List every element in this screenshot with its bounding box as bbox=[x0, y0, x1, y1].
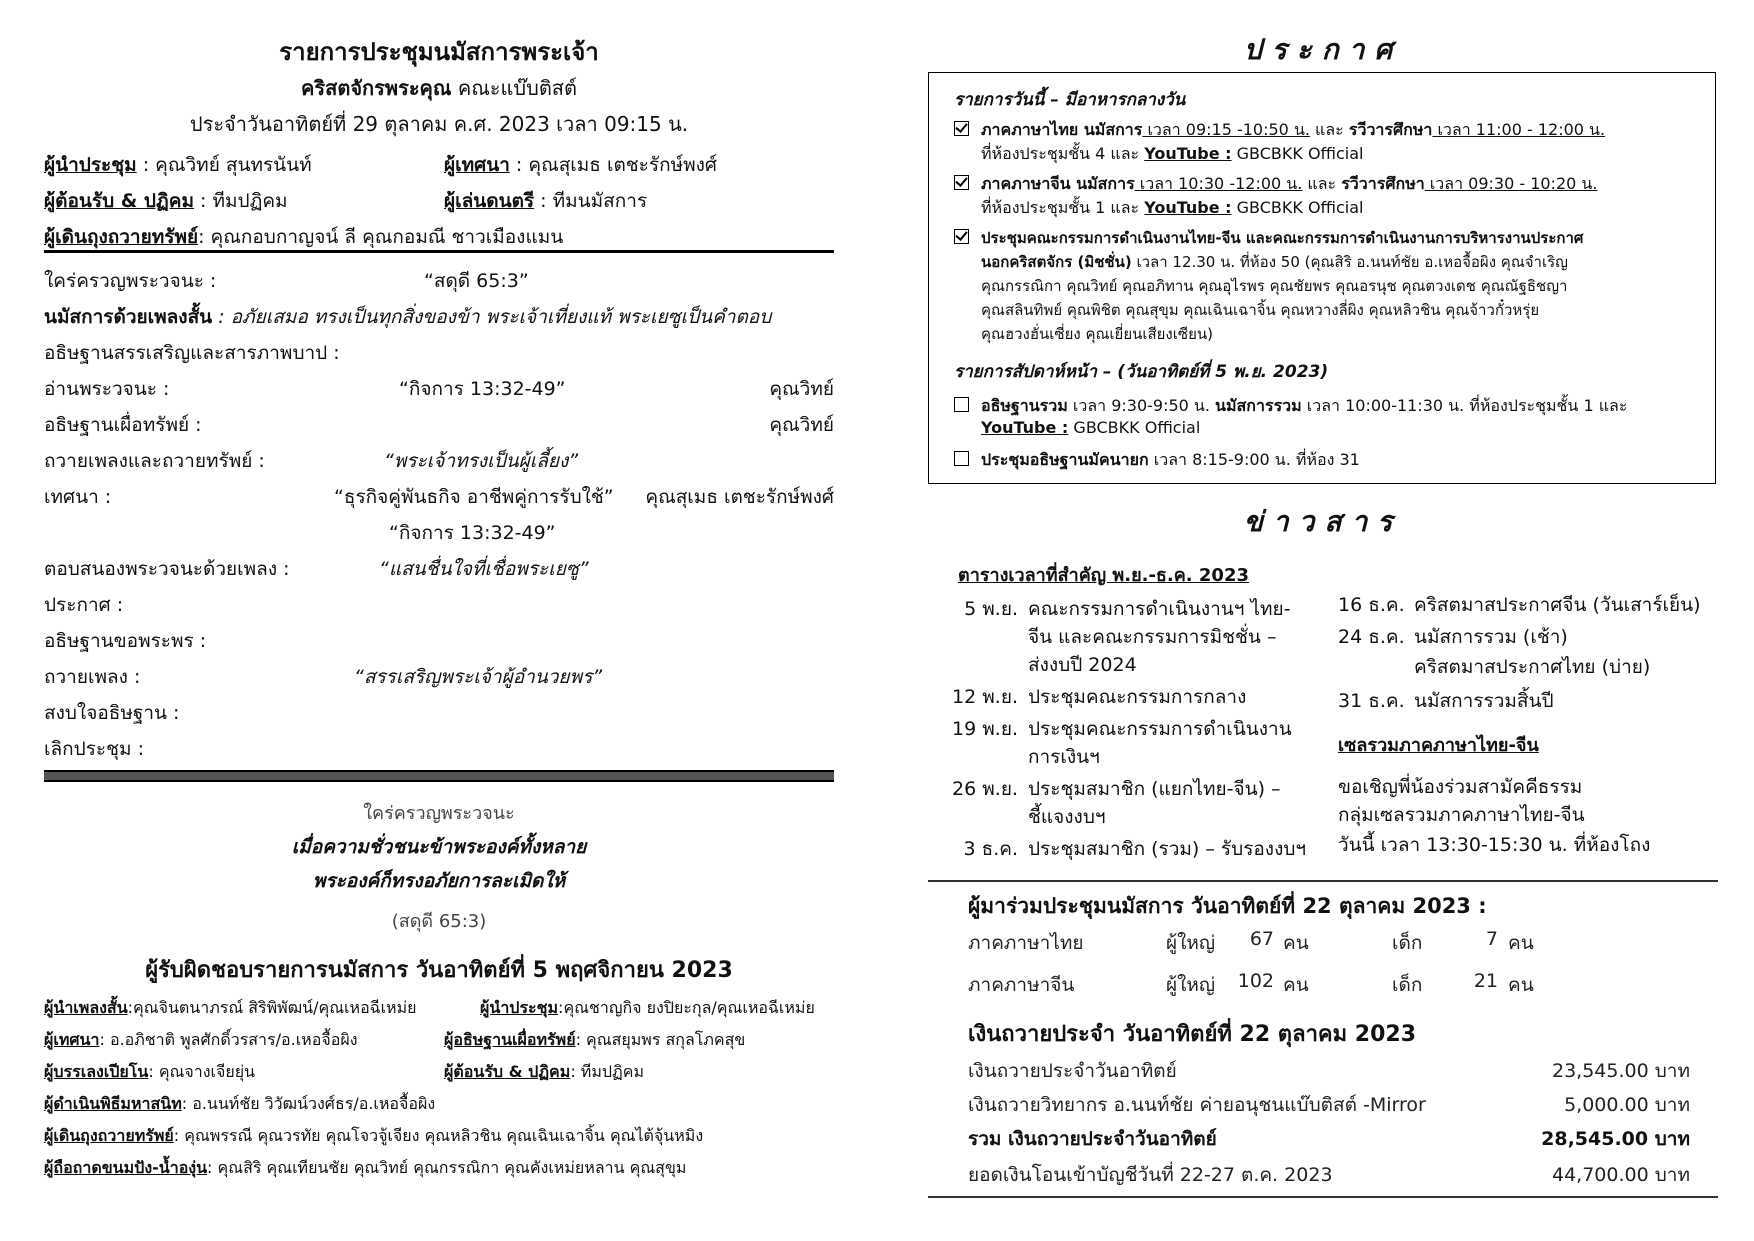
schedule-heading: ตารางเวลาที่สำคัญ พ.ย.-ธ.ค. 2023 bbox=[958, 565, 1249, 586]
attendance-unit: คน bbox=[1508, 932, 1534, 954]
item-bold: นมัสการรวม bbox=[1215, 396, 1302, 415]
next-role-pianist bbox=[44, 1060, 255, 1085]
next-role-value: : คุณจางเจียยุ่น bbox=[148, 1062, 256, 1081]
next-role-key: ผู้ดำเนินพิธีมหาสนิท bbox=[44, 1094, 182, 1113]
next-role-preacher bbox=[44, 1028, 358, 1053]
item-bold: รวีวารศึกษา bbox=[1348, 120, 1433, 139]
next-role-offering-prayer bbox=[444, 1028, 745, 1053]
program-person: คุณวิทย์ bbox=[769, 378, 834, 400]
section-divider bbox=[928, 880, 1718, 882]
schedule-date: 31 ธ.ค. bbox=[1338, 690, 1405, 712]
item-time: เวลา 11:00 - 12:00 น. bbox=[1432, 120, 1606, 139]
youtube-link[interactable]: YouTube : bbox=[981, 418, 1069, 437]
next-role-key: ผู้เทศนา bbox=[44, 1030, 100, 1049]
program-label: ประกาศ : bbox=[44, 594, 124, 616]
schedule-text: คริสตมาสประกาศไทย (บ่าย) bbox=[1414, 656, 1651, 678]
bottom-divider bbox=[928, 1196, 1718, 1198]
attendance-title: ผู้มาร่วมประชุมนมัสการ วันอาทิตย์ที่ 22 ตุลาคม 2023 : bbox=[968, 894, 1487, 918]
role-greeter-key: ผู้ต้อนรับ & ปฏิคม bbox=[44, 190, 194, 212]
finance-total-label: รวม เงินถวายประจำวันอาทิตย์ bbox=[968, 1128, 1217, 1150]
finance-amount: 44,700.00 บาท bbox=[1552, 1164, 1690, 1186]
schedule-text: นมัสการรวมสิ้นปี bbox=[1414, 690, 1554, 712]
checkbox-checked-icon bbox=[954, 175, 969, 190]
item-text: GBCBKK Official bbox=[1231, 144, 1364, 163]
nextweek-heading: รายการสัปดาห์หน้า – (วันอาทิตย์ที่ 5 พ.ย. 2023) bbox=[954, 362, 1329, 382]
next-role-key: ผู้เดินถุงถวายทรัพย์ bbox=[44, 1126, 174, 1145]
schedule-text: ประชุมสมาชิก (แยกไทย-จีน) – bbox=[1028, 778, 1281, 800]
cell-group-line: วันนี้ เวลา 13:30-15:30 น. ที่ห้องโถง bbox=[1338, 834, 1651, 856]
next-role-value: : คุณพรรณี คุณวรทัย คุณโจวจู้เจียง คุณหลิวชิน คุณเฉินเฉาจิ้น คุณไต้จุ้นหมิง bbox=[173, 1126, 704, 1145]
committee-line-4: คุณสลินทิพย์ คุณพิชิต คุณสุขุม คุณเฉินเฉาจิ้น คุณหวางลี่ผิง คุณหลิวชิน คุณจ้าวกั๋วหรุ่ย bbox=[981, 301, 1540, 319]
schedule-text: การเงินฯ bbox=[1028, 746, 1100, 768]
item-text: และ bbox=[1309, 120, 1349, 139]
program-songs-list: : อภัยเสมอ ทรงเป็นทุกสิ่งของข้า พระเจ้าเที่ยงแท้ พระเยซูเป็นคำตอบ bbox=[212, 306, 772, 328]
schedule-date: 5 พ.ย. bbox=[964, 598, 1018, 620]
schedule-date: 3 ธ.ค. bbox=[963, 838, 1018, 860]
committee-line-5: คุณฮวงฮั่นเซี่ยง คุณเยี่ยนเสียงเซียน) bbox=[981, 325, 1213, 343]
next-roles-title: ผู้รับผิดชอบรายการนมัสการ วันอาทิตย์ที่ 5 พฤศจิกายน 2023 bbox=[145, 958, 733, 983]
schedule-text: คริสตมาสประกาศจีน (วันเสาร์เย็น) bbox=[1414, 594, 1701, 616]
item-text: เวลา 8:15-9:00 น. ที่ห้อง 31 bbox=[1148, 450, 1360, 469]
attendance-unit: คน bbox=[1283, 932, 1309, 954]
item-text: ที่ห้องประชุมชั้น 4 และ bbox=[981, 144, 1145, 163]
finance-label: เงินถวายวิทยากร อ.นนท์ชัย ค่ายอนุชนแบ๊บติสต์ -Mirror bbox=[968, 1094, 1426, 1116]
item-time: เวลา 09:15 -10:50 น. bbox=[1142, 120, 1310, 139]
today-item-chinese bbox=[954, 172, 1597, 197]
schedule-date: 12 พ.ย. bbox=[952, 686, 1018, 708]
item-bold: ประชุมอธิษฐานมัคนายก bbox=[981, 450, 1149, 469]
role-greeter-value: : ทีมปฏิคม bbox=[194, 190, 288, 212]
schedule-date: 16 ธ.ค. bbox=[1338, 594, 1405, 616]
item-bold: รวีวารศึกษา bbox=[1341, 174, 1425, 193]
next-role-key: ผู้บรรเลงเปียโน bbox=[44, 1062, 149, 1081]
next-role-value: : คุณสิริ คุณเทียนชัย คุณวิทย์ คุณกรรณิกา คุณคังเหม่ยหลาน คุณสุขุม bbox=[207, 1158, 687, 1177]
schedule-text: ชี้แจงงบฯ bbox=[1028, 806, 1106, 828]
program-label: ถวายเพลงและถวายทรัพย์ : bbox=[44, 450, 265, 472]
program-label: ถวายเพลง : bbox=[44, 666, 141, 688]
committee-bold: นอกคริสตจักร (มิชชั่น) bbox=[981, 253, 1132, 271]
role-musician-value: : ทีมนมัสการ bbox=[534, 190, 648, 212]
church-name-bold: คริสตจักรพระคุณ bbox=[301, 76, 452, 100]
program-label: อธิษฐานสรรเสริญและสารภาพบาป : bbox=[44, 342, 340, 364]
attendance-adult-label: ผู้ใหญ่ bbox=[1166, 932, 1216, 954]
cell-group-heading: เซลรวมภาคภาษาไทย-จีน bbox=[1338, 735, 1539, 756]
committee-line-1 bbox=[954, 226, 1583, 250]
next-role-key: ผู้อธิษฐานเผื่อทรัพย์ bbox=[444, 1030, 576, 1049]
role-offering-value: : คุณกอบกาญจน์ ลี คุณกอมณี ชาวเมืองแมน bbox=[198, 226, 564, 248]
youtube-link[interactable]: YouTube : bbox=[1144, 198, 1232, 217]
role-greeter bbox=[44, 186, 288, 216]
item-text: GBCBKK Official bbox=[1068, 418, 1201, 437]
role-musician-key: ผู้เล่นดนตรี bbox=[444, 190, 535, 212]
program-label: อธิษฐานเผื่อทรัพย์ : bbox=[44, 414, 202, 436]
finance-label: เงินถวายประจำวันอาทิตย์ bbox=[968, 1060, 1177, 1082]
program-label: ตอบสนองพระวจนะด้วยเพลง : bbox=[44, 558, 290, 580]
next-role-songleader bbox=[44, 996, 417, 1021]
finance-amount: 23,545.00 บาท bbox=[1552, 1060, 1690, 1082]
cell-group-line: ขอเชิญพี่น้องร่วมสามัคคีธรรม bbox=[1338, 776, 1583, 798]
next-role-key: ผู้นำประชุม bbox=[480, 998, 559, 1017]
program-divider bbox=[44, 770, 834, 782]
church-name bbox=[44, 72, 834, 104]
item-text: เวลา 10:00-11:30 น. ที่ห้องประชุมชั้น 1 และ bbox=[1301, 396, 1628, 415]
item-time: เวลา 10:30 -12:00 น. bbox=[1134, 174, 1303, 193]
next-role-offering-bags bbox=[44, 1124, 703, 1149]
committee-line-2 bbox=[981, 250, 1568, 274]
schedule-text: ประชุมสมาชิก (รวม) – รับรองงบฯ bbox=[1028, 838, 1307, 860]
attendance-unit: คน bbox=[1508, 974, 1534, 996]
nextweek-item-2 bbox=[954, 448, 1360, 473]
program-label: ใคร่ครวญพระวจนะ : bbox=[44, 270, 217, 292]
item-time: เวลา 09:30 - 10:20 น. bbox=[1424, 174, 1598, 193]
program-person: คุณสุเมธ เตชะรักษ์พงศ์ bbox=[645, 486, 834, 508]
verse-ref: (สดุดี 65:3) bbox=[391, 911, 487, 932]
schedule-text: นมัสการรวม (เช้า) bbox=[1414, 626, 1568, 648]
program-label: สงบใจอธิษฐาน : bbox=[44, 702, 180, 724]
role-preacher-value: : คุณสุเมธ เตชะรักษ์พงศ์ bbox=[509, 154, 717, 176]
program-mid: “กิจการ 13:32-49” bbox=[389, 522, 556, 544]
finance-label: ยอดเงินโอนเข้าบัญชีวันที่ 22-27 ต.ค. 2023 bbox=[968, 1164, 1333, 1186]
next-role-value: : อ.นนท์ชัย วิวัฒน์วงศ์ธร/อ.เหอจื้อผิง bbox=[181, 1094, 436, 1113]
item-bold: ภาคภาษาไทย นมัสการ bbox=[981, 120, 1143, 139]
schedule-date: 26 พ.ย. bbox=[952, 778, 1018, 800]
schedule-text: ประชุมคณะกรรมการดำเนินงาน bbox=[1028, 718, 1292, 740]
attendance-group: ภาคภาษาไทย bbox=[968, 932, 1084, 954]
attendance-group: ภาคภาษาจีน bbox=[968, 974, 1075, 996]
program-mid: “แสนชื่นใจที่เชื่อพระเยซู” bbox=[379, 558, 589, 580]
next-role-key: ผู้ต้อนรับ & ปฏิคม bbox=[444, 1062, 571, 1081]
checkbox-unchecked-icon bbox=[954, 451, 969, 466]
item-bold: ภาคภาษาจีน นมัสการ bbox=[981, 174, 1135, 193]
today-item-thai bbox=[954, 118, 1605, 143]
attendance-unit: คน bbox=[1283, 974, 1309, 996]
program-mid: “สดุดี 65:3” bbox=[424, 270, 529, 292]
schedule-date: 24 ธ.ค. bbox=[1338, 626, 1405, 648]
next-role-leader bbox=[480, 996, 815, 1021]
cell-group-line: กลุ่มเซลรวมภาคภาษาไทย-จีน bbox=[1338, 804, 1585, 826]
today-item-chinese-location bbox=[981, 196, 1364, 221]
checkbox-unchecked-icon bbox=[954, 397, 969, 412]
next-role-bread-wine bbox=[44, 1156, 686, 1181]
header-divider bbox=[44, 250, 834, 253]
verse-line-1: เมื่อความชั่วชนะข้าพระองค์ทั้งหลาย bbox=[291, 836, 587, 858]
item-text: GBCBKK Official bbox=[1231, 198, 1364, 217]
item-bold: อธิษฐานรวม bbox=[981, 396, 1068, 415]
today-heading: รายการวันนี้ – มีอาหารกลางวัน bbox=[954, 90, 1186, 110]
role-offering bbox=[44, 222, 563, 252]
next-role-greeter bbox=[444, 1060, 644, 1085]
checkbox-checked-icon bbox=[954, 121, 969, 136]
checkbox-checked-icon bbox=[954, 229, 969, 244]
bulletin-title: รายการประชุมนมัสการพระเจ้า bbox=[279, 38, 599, 66]
next-role-value: :คุณชาญกิจ ยงปิยะกุล/คุณเหอฉีเหม่ย bbox=[558, 998, 815, 1017]
attendance-adult-label: ผู้ใหญ่ bbox=[1166, 974, 1216, 996]
schedule-text: คณะกรรมการดำเนินงานฯ ไทย- bbox=[1028, 598, 1291, 620]
committee-text: เวลา 12.30 น. ที่ห้อง 50 (คุณสิริ อ.นนท์ชัย อ.เหอจื้อผิง คุณจำเริญ bbox=[1131, 253, 1568, 271]
finance-total-amount: 28,545.00 บาท bbox=[1541, 1128, 1690, 1150]
finance-title: เงินถวายประจำ วันอาทิตย์ที่ 22 ตุลาคม 2023 bbox=[968, 1022, 1417, 1047]
item-text: และ bbox=[1302, 174, 1342, 193]
schedule-date: 19 พ.ย. bbox=[952, 718, 1018, 740]
role-leader bbox=[44, 150, 312, 180]
next-role-value: :คุณจินตนาภรณ์ สิริพิพัฒน์/คุณเหอฉีเหม่ย bbox=[127, 998, 417, 1017]
role-leader-value: : คุณวิทย์ สุนทรนันท์ bbox=[136, 154, 312, 176]
role-preacher bbox=[444, 150, 717, 180]
program-person: คุณวิทย์ bbox=[769, 414, 834, 436]
program-mid: “ธุรกิจคู่พันธกิจ อาชีพคู่การรับใช้” bbox=[334, 486, 614, 508]
service-date: ประจำวันอาทิตย์ที่ 29 ตุลาคม ค.ศ. 2023 เวลา 09:15 น. bbox=[189, 112, 689, 136]
schedule-text: ส่งงบปี 2024 bbox=[1028, 654, 1137, 676]
program-mid: “สรรเสริญพระเจ้าผู้อำนวยพร” bbox=[354, 666, 603, 688]
program-mid: “กิจการ 13:32-49” bbox=[399, 378, 566, 400]
role-offering-key: ผู้เดินถุงถวายทรัพย์ bbox=[44, 226, 199, 248]
attendance-child-count: 21 bbox=[1473, 970, 1498, 992]
attendance-child-label: เด็ก bbox=[1392, 932, 1423, 954]
verse-line-2: พระองค์ก็ทรงอภัยการละเมิดให้ bbox=[312, 870, 566, 892]
role-musician bbox=[444, 186, 647, 216]
program-mid: “พระเจ้าทรงเป็นผู้เลี้ยง” bbox=[384, 450, 579, 472]
next-role-value: : ทีมปฏิคม bbox=[570, 1062, 645, 1081]
role-leader-key: ผู้นำประชุม bbox=[44, 154, 137, 176]
news-title: ข่าวสาร bbox=[1243, 505, 1403, 538]
next-role-value: : อ.อภิชาติ พูลศักดิ์วรสาร/อ.เหอจื้อผิง bbox=[99, 1030, 358, 1049]
program-label: เทศนา : bbox=[44, 486, 112, 508]
program-label: เลิกประชุม : bbox=[44, 738, 144, 760]
attendance-child-count: 7 bbox=[1485, 928, 1498, 950]
verse-heading: ใคร่ครวญพระวจนะ bbox=[363, 803, 515, 824]
attendance-adult-count: 67 bbox=[1249, 928, 1274, 950]
program-label: อ่านพระวจนะ : bbox=[44, 378, 170, 400]
today-item-thai-location bbox=[981, 142, 1364, 167]
attendance-child-label: เด็ก bbox=[1392, 974, 1423, 996]
church-name-rest: คณะแบ๊บติสต์ bbox=[451, 76, 577, 100]
role-preacher-key: ผู้เทศนา bbox=[444, 154, 510, 176]
committee-text: ประชุมคณะกรรมการดำเนินงานไทย-จีน และคณะกรรมการดำเนินงานการบริหารงานประกาศ bbox=[981, 229, 1584, 247]
next-role-value: : คุณสยุมพร สกุลโภคสุข bbox=[575, 1030, 746, 1049]
next-role-key: ผู้ถือถาดขนมปัง-น้ำองุ่น bbox=[44, 1158, 208, 1177]
program-label: นมัสการด้วยเพลงสั้น bbox=[44, 306, 213, 328]
schedule-text: ประชุมคณะกรรมการกลาง bbox=[1028, 686, 1247, 708]
finance-amount: 5,000.00 บาท bbox=[1564, 1094, 1690, 1116]
item-text: เวลา 9:30-9:50 น. bbox=[1067, 396, 1216, 415]
attendance-adult-count: 102 bbox=[1237, 970, 1274, 992]
nextweek-item-1 bbox=[954, 394, 1627, 419]
next-role-communion bbox=[44, 1092, 435, 1117]
item-text: ที่ห้องประชุมชั้น 1 และ bbox=[981, 198, 1145, 217]
announcements-title: ประกาศ bbox=[1243, 33, 1403, 66]
committee-line-3: คุณกรรณิกา คุณวิทย์ คุณอภิทาน คุณอุไรพร คุณชัยพร คุณอรนุช คุณตวงเดช คุณณัฐธิชญา bbox=[981, 277, 1568, 295]
nextweek-item-1-location bbox=[981, 418, 1200, 437]
schedule-text: จีน และคณะกรรมการมิชชั่น – bbox=[1028, 626, 1277, 648]
program-label: อธิษฐานขอพระพร : bbox=[44, 630, 207, 652]
next-role-key: ผู้นำเพลงสั้น bbox=[44, 998, 128, 1017]
program-worship-songs bbox=[44, 302, 771, 332]
youtube-link[interactable]: YouTube : bbox=[1144, 144, 1232, 163]
